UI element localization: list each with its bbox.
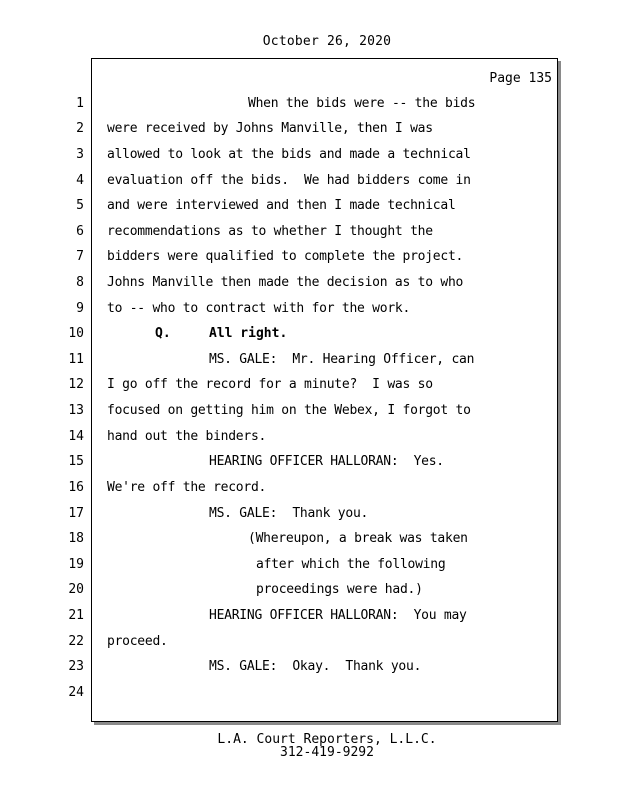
line-number: 4	[76, 173, 84, 188]
line-number: 11	[68, 352, 84, 367]
line-number: 24	[68, 685, 84, 700]
line-number: 13	[68, 403, 84, 418]
transcript-line: and were interviewed and then I made technical	[107, 198, 456, 213]
transcript-line: We're off the record.	[107, 480, 267, 495]
transcript-line: evaluation off the bids. We had bidders come in	[107, 173, 471, 188]
transcript-line: focused on getting him on the Webex, I forgot to	[107, 403, 471, 418]
transcript-line: When the bids were -- the bids	[248, 96, 476, 111]
line-number: 8	[76, 275, 84, 290]
line-number: 20	[68, 582, 84, 597]
line-number: 22	[68, 634, 84, 649]
line-number: 18	[68, 531, 84, 546]
transcript-line: HEARING OFFICER HALLORAN: Yes.	[209, 454, 444, 469]
footer-company: L.A. Court Reporters, L.L.C.	[217, 732, 437, 747]
transcript-line: recommendations as to whether I thought the	[107, 224, 433, 239]
transcript-line: bidders were qualified to complete the project.	[107, 249, 464, 264]
line-number: 3	[76, 147, 84, 162]
line-number: 21	[68, 608, 84, 623]
transcript-line: HEARING OFFICER HALLORAN: You may	[209, 608, 467, 623]
line-number: 12	[68, 377, 84, 392]
line-number: 9	[76, 301, 84, 316]
line-number: 5	[76, 198, 84, 213]
line-number: 16	[68, 480, 84, 495]
line-number: 1	[76, 96, 84, 111]
transcript-line: allowed to look at the bids and made a technical	[107, 147, 471, 162]
transcript-line: Johns Manville then made the decision as to who	[107, 275, 464, 290]
transcript-line: after which the following	[256, 557, 446, 572]
line-number: 7	[76, 249, 84, 264]
line-number: 10	[68, 326, 84, 341]
header-date: October 26, 2020	[262, 34, 392, 49]
transcript-line: MS. GALE: Mr. Hearing Officer, can	[209, 352, 475, 367]
line-number: 2	[76, 121, 84, 136]
transcript-line: to -- who to contract with for the work.	[107, 301, 411, 316]
transcript-line: hand out the binders.	[107, 429, 267, 444]
footer	[0, 733, 618, 759]
line-number: 23	[68, 659, 84, 674]
transcript-line: MS. GALE: Thank you.	[209, 506, 369, 521]
line-number: 17	[68, 506, 84, 521]
footer-phone: 312-419-9292	[280, 745, 374, 760]
question-text: All right.	[209, 326, 288, 341]
transcript-line: were received by Johns Manville, then I was	[107, 121, 433, 136]
page-number: Page 135	[489, 71, 552, 86]
line-number: 14	[68, 429, 84, 444]
transcript-line: proceed.	[107, 634, 168, 649]
line-number: 15	[68, 454, 84, 469]
transcript-line: I go off the record for a minute? I was so	[107, 377, 433, 392]
transcript-line: proceedings were had.)	[256, 582, 423, 597]
transcript-line: MS. GALE: Okay. Thank you.	[209, 659, 422, 674]
line-number: 6	[76, 224, 84, 239]
transcript-line: (Whereupon, a break was taken	[248, 531, 468, 546]
question-label: Q.	[155, 326, 171, 341]
line-number: 19	[68, 557, 84, 572]
